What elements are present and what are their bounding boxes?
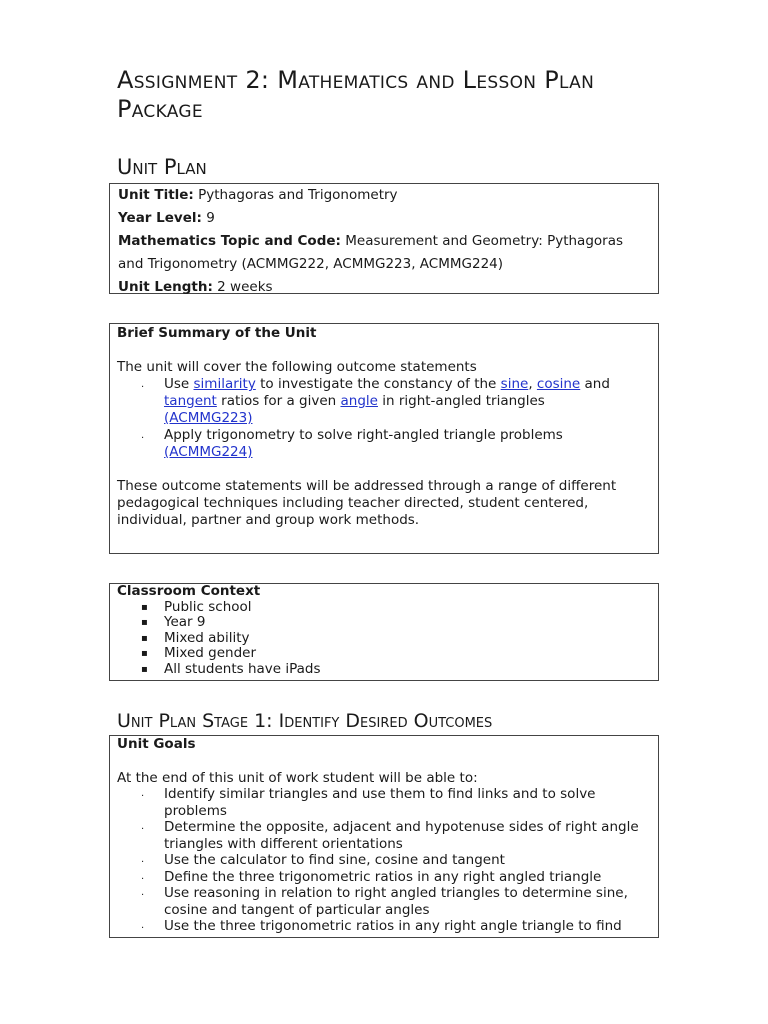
- goal-item: . Identify similar triangles and use them to find links and to solve problems: [141, 786, 596, 819]
- link-sine[interactable]: sine: [500, 376, 529, 392]
- bullet-icon: ▪: [141, 632, 148, 644]
- goal-item: . Determine the opposite, adjacent and hypotenuse sides of right angle triangles with different orientations: [141, 819, 639, 852]
- context-heading: Classroom Context: [117, 583, 261, 599]
- link-similarity[interactable]: similarity: [193, 376, 256, 392]
- goals-heading: Unit Goals: [117, 736, 196, 752]
- bullet-icon: .: [141, 430, 145, 441]
- unit-title-label: Unit Title:: [118, 187, 194, 203]
- summary-intro: The unit will cover the following outcome statements: [117, 359, 477, 375]
- bullet-icon: .: [141, 821, 145, 832]
- summary-heading: Brief Summary of the Unit: [117, 325, 317, 341]
- bullet-icon: .: [141, 788, 145, 799]
- year-level-row: [118, 207, 650, 230]
- link-cosine[interactable]: cosine: [536, 376, 581, 392]
- context-item: ▪ Year 9: [141, 614, 206, 630]
- goals-list: [117, 786, 651, 935]
- unit-length-value: 2 weeks: [217, 279, 273, 295]
- context-item: ▪ Public school: [141, 598, 252, 615]
- bullet-icon: ▪: [141, 617, 148, 628]
- context-item: ▪ All students have iPads: [141, 660, 321, 677]
- goal-item: . Define the three trigonometric ratios in any right angled triangle: [141, 868, 602, 885]
- summary-box: [109, 323, 659, 554]
- unit-title-row: [118, 184, 650, 207]
- context-item: ▪ Mixed ability: [141, 629, 250, 646]
- goal-item: . Use the three trigonometric ratios in any right angle triangle to find: [141, 918, 622, 934]
- link-acmmg223[interactable]: (ACMMG223): [164, 410, 253, 426]
- bullet-icon: .: [141, 870, 145, 882]
- outcome-item: . Apply trigonometry to solve right-angled triangle problems (ACMMG224): [141, 427, 563, 460]
- unit-length-row: [118, 276, 650, 299]
- context-list: [117, 600, 651, 678]
- bullet-icon: .: [141, 887, 145, 898]
- unit-plan-heading: Unit Plan: [117, 155, 207, 179]
- document-title: Assignment 2: Mathematics and Lesson Plan Package: [117, 66, 595, 123]
- unit-goals-box: [109, 735, 659, 938]
- topic-label: Mathematics Topic and Code:: [118, 233, 341, 249]
- bullet-icon: ▪: [141, 663, 148, 675]
- link-acmmg224[interactable]: (ACMMG224): [164, 444, 253, 460]
- topic-value: Measurement and Geometry: Pythagoras and Trigonometry (ACMMG222, ACMMG223, ACMMG224): [118, 233, 624, 272]
- goal-item: . Use reasoning in relation to right angled triangles to determine sine, cosine and tangent of particular angles: [141, 885, 628, 918]
- bullet-icon: .: [141, 379, 145, 390]
- classroom-context-box: [109, 583, 659, 681]
- bullet-icon: ▪: [141, 601, 148, 613]
- bullet-icon: .: [141, 920, 145, 931]
- link-angle[interactable]: angle: [340, 393, 378, 409]
- goals-intro: At the end of this unit of work student will be able to:: [117, 769, 478, 786]
- unit-length-label: Unit Length:: [118, 279, 213, 295]
- goal-item: . Use the calculator to find sine, cosine and tangent: [141, 852, 505, 868]
- outcome-list: [117, 376, 651, 461]
- year-level-value: 9: [206, 210, 215, 226]
- stage1-heading: Unit Plan Stage 1: Identify Desired Outcomes: [117, 710, 493, 732]
- unit-info-box: [109, 183, 659, 294]
- bullet-icon: ▪: [141, 648, 148, 659]
- summary-closing: These outcome statements will be addressed through a range of different pedagogical techniques including teacher directed, student centered, individual, partner and group work methods.: [117, 478, 617, 528]
- year-level-label: Year Level:: [118, 210, 202, 226]
- context-item: ▪ Mixed gender: [141, 645, 256, 661]
- unit-title-value: Pythagoras and Trigonometry: [198, 187, 398, 203]
- link-tangent[interactable]: tangent: [164, 393, 217, 409]
- outcome-item: . Use similarity to investigate the constancy of the sine, cosine and tangent ratios for a given angle in right-angled triangles (ACMMG223): [141, 376, 610, 426]
- bullet-icon: .: [141, 854, 145, 865]
- topic-row: [118, 230, 650, 276]
